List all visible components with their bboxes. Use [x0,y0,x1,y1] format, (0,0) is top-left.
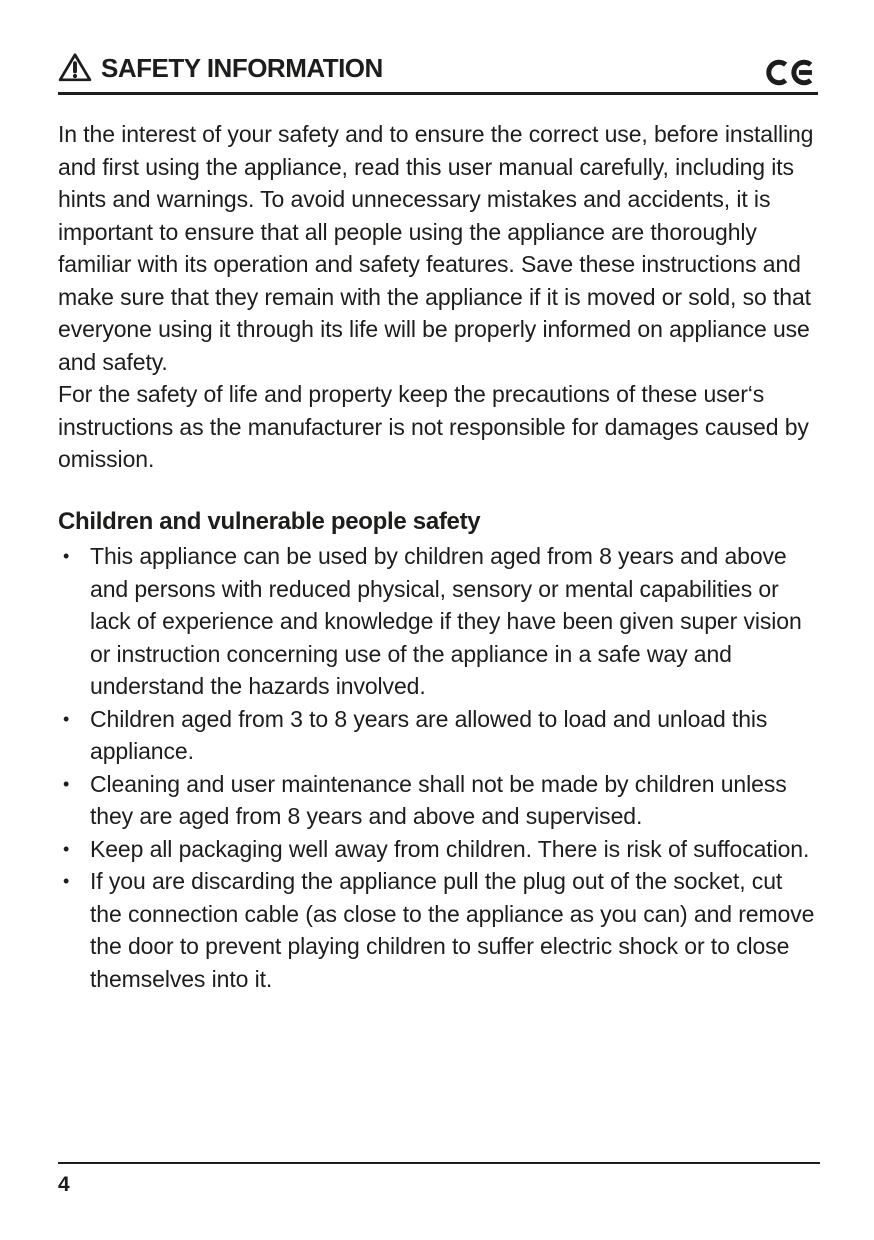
warning-triangle-icon [58,52,92,83]
list-item [58,703,818,768]
bullet-icon: • [63,546,70,566]
page-header [58,52,818,95]
ce-mark-icon [766,58,818,87]
bullet-icon: • [63,838,70,859]
bullet-icon: • [63,708,70,729]
page-footer [58,1162,820,1197]
intro-paragraph-1: In the interest of your safety and to ensure the correct use, before installing and first using the appliance, read this user manual carefully, including its hints and warnings. To avoid unnecessary mistakes and accidents, it is important to ensure that all people using the appliance are thoroughly familiar with its operation and safety features. Save these instructions and make sure that they remain with the appliance if it is moved or sold, so that everyone using it through its life will be properly informed on appliance use and safety. [58,121,814,375]
bullet-text: Keep all packaging well away from children. There is risk of suffocation. [90,835,810,862]
page-number: 4 [58,1173,70,1196]
bullet-icon: • [63,871,70,891]
bullet-text: If you are discarding the appliance pull the plug out of the socket, cut the connection cable (as close to the appliance as you can) and remove the door to prevent playing children to suffer electric shock or to close themselves into it. [90,868,815,992]
list-item [58,768,818,833]
section-heading-children-safety: Children and vulnerable people safety [58,507,481,535]
bullet-icon: • [63,773,70,794]
bullet-text: Children aged from 3 to 8 years are allowed to load and unload this appliance. [90,705,768,764]
bullet-list [58,540,818,995]
list-item [58,865,818,995]
page-content [58,118,818,995]
list-item [58,540,818,703]
page-title: SAFETY INFORMATION [101,52,383,83]
list-item [58,833,818,866]
bullet-text: Cleaning and user maintenance shall not be made by children unless they are aged from 8 years and above and supervised. [90,770,787,829]
bullet-text: This appliance can be used by children aged from 8 years and above and persons with reduced physical, sensory or mental capabilities or lack of experience and knowledge if they have been given super vision or instruction concerning use of the appliance in a safe way and understand the hazards involved. [90,543,802,699]
intro-paragraph-2: For the safety of life and property keep the precautions of these user‘s instructions as the manufacturer is not responsible for damages caused by omission. [58,381,809,472]
